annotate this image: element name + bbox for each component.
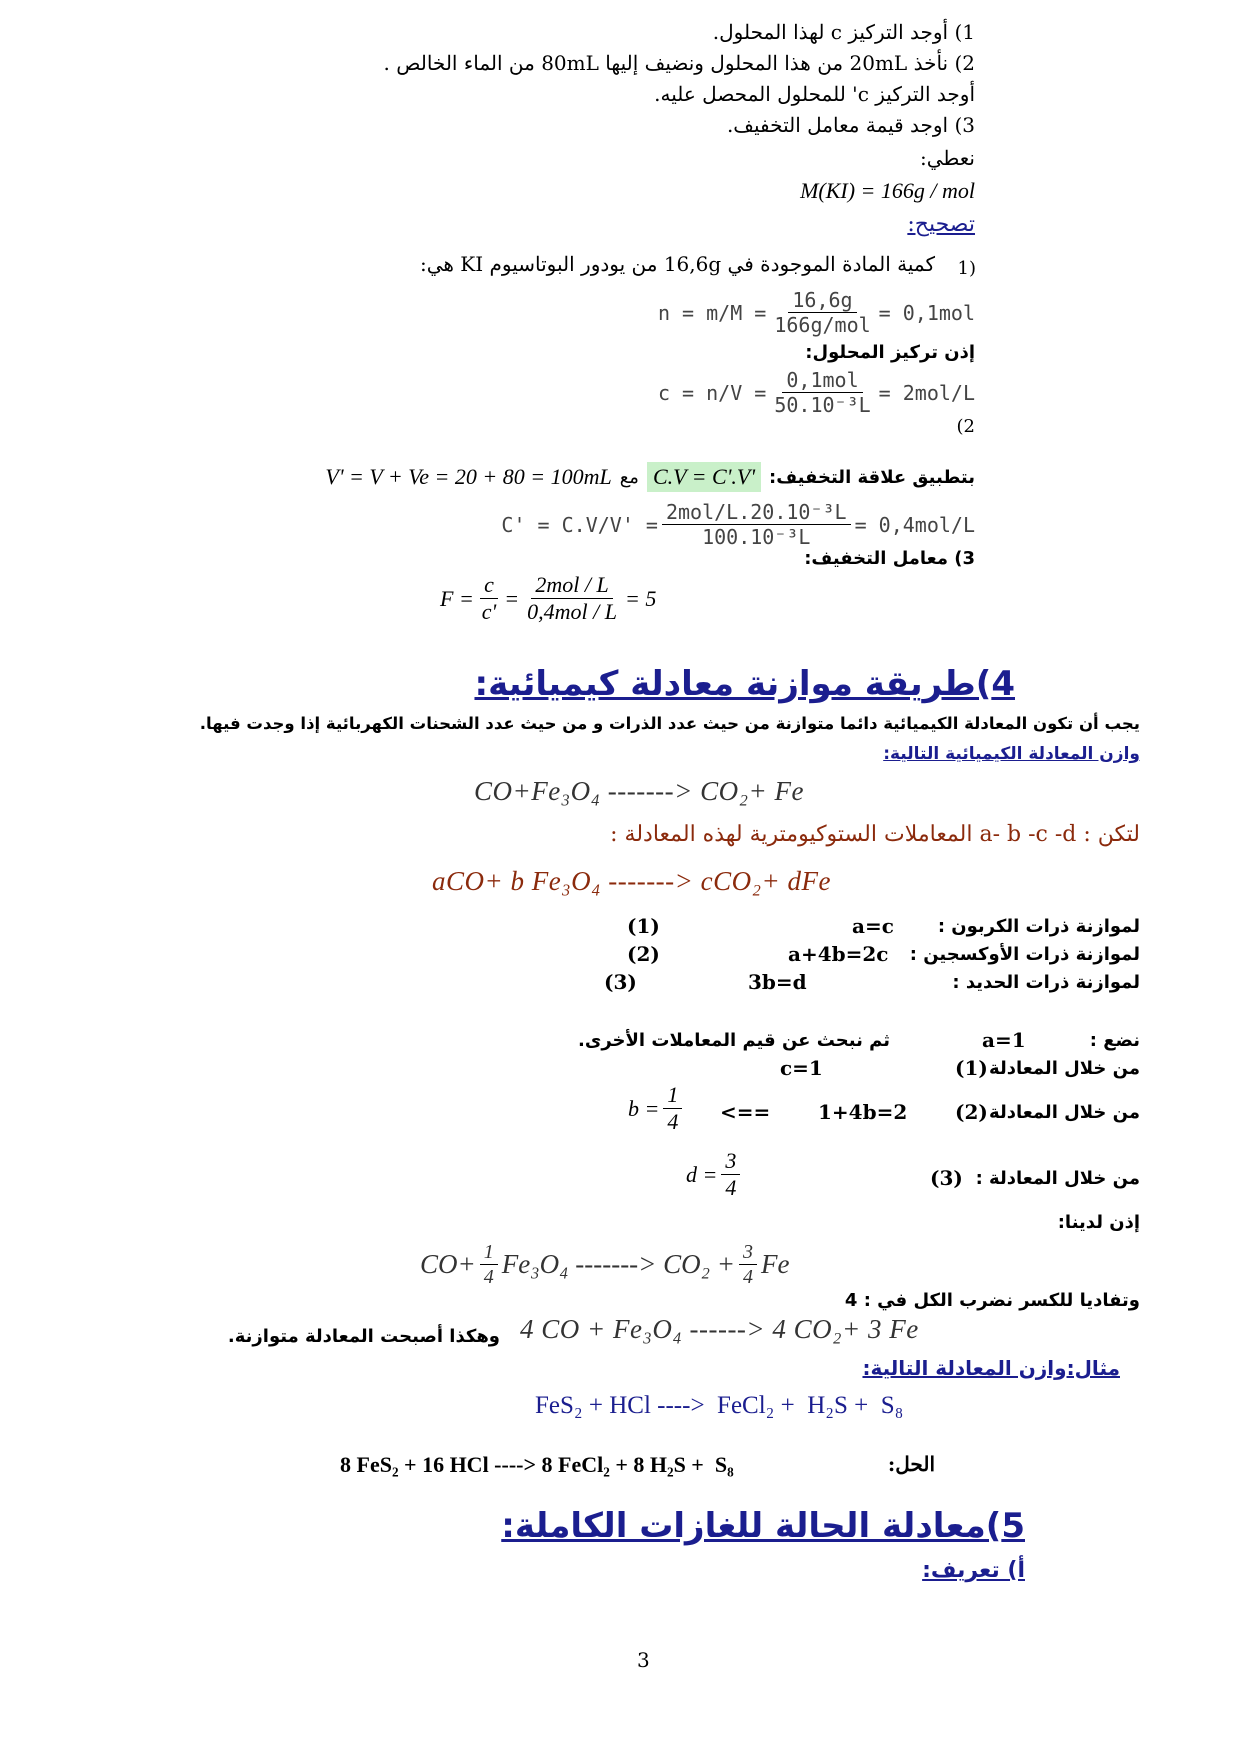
oxygen-balance-label: لموازنة ذرات الأوكسجين : xyxy=(909,944,1140,965)
implies-arrow: <== xyxy=(720,1100,771,1124)
b-value-numerator: 1 xyxy=(663,1082,682,1109)
concentration-label: إذن تركيز المحلول: xyxy=(805,342,975,363)
solution-equation: 8 FeS₂ + 16 HCl ----> 8 FeCl₂ + 8 H₂S + S₈ xyxy=(340,1452,734,1477)
f-formula-result: = 5 xyxy=(625,585,657,611)
b-value-denominator: 4 xyxy=(667,1109,679,1135)
f-formula-lhs: F = xyxy=(440,585,474,611)
section-4-task: وازن المعادلة الكيميائية التالية: xyxy=(883,744,1140,764)
from-equation-3-label: من خلال المعادلة : xyxy=(975,1168,1140,1189)
given-label: نعطي: xyxy=(919,146,975,170)
equation-fractional-frac1-den: 4 xyxy=(483,1266,494,1288)
dilution-with: مع xyxy=(619,466,639,488)
equation-fractional-part-a: CO+ xyxy=(420,1249,476,1279)
n-formula-denominator: 166g/mol xyxy=(774,313,871,337)
from-equation-1-result: c=1 xyxy=(780,1056,823,1080)
section-4-title: 4)طريقة موازنة معادلة كيميائية: xyxy=(474,664,1015,704)
put-then-text: ثم نبحث عن قيم المعاملات الأخرى. xyxy=(578,1030,890,1051)
step-1-text: كمية المادة الموجودة في 16,6g من يودور البوتاسيوم KI هي: xyxy=(419,252,935,276)
step-1-number: 1) xyxy=(957,258,976,279)
dilution-factor-label: 3) معامل التخفيف: xyxy=(804,548,975,569)
from-equation-2-number: (2) xyxy=(955,1100,988,1124)
question-1: 1) أوجد التركيز c لهذا المحلول. xyxy=(712,20,975,44)
f-formula: F = $\frac{c}{c'}$ = $\frac{\text{2mol / L}}{\text{0,4mol / L}}$ = 5 xyxy=(440,572,657,625)
from-equation-3-number: (3) xyxy=(930,1166,963,1190)
carbon-balance-label: لموازنة ذرات الكربون : xyxy=(937,916,1140,937)
equation-fractional-part-b: Fe₃O₄ -------> CO₂ + xyxy=(501,1249,736,1279)
n-formula-numerator: 16,6g xyxy=(788,288,856,313)
d-value xyxy=(686,1148,744,1202)
question-2-part-b: أوجد التركيز c' للمحلول المحصل عليه. xyxy=(654,82,975,106)
oxygen-balance-number: (2) xyxy=(627,942,660,966)
coefficients-text: لتكن : a- b -c -d المعاملات الستوكيومترية لهذه المعادلة : xyxy=(610,822,1140,847)
from-equation-1-number: (1) xyxy=(955,1056,988,1080)
equation-fractional xyxy=(420,1240,790,1289)
put-label: نضع : xyxy=(1089,1030,1140,1051)
c-formula xyxy=(658,368,975,417)
oxygen-balance-equation: a+4b=2c xyxy=(788,942,889,966)
cprime-formula-numerator: 2mol/L.20.10⁻³L xyxy=(662,500,851,525)
cprime-formula-result: = 0,4mol/L xyxy=(854,512,975,537)
equation-fractional-frac2-num: 3 xyxy=(739,1240,757,1265)
equation-balanced: 4 CO + Fe₃O₄ ------> 4 CO₂+ 3 Fe xyxy=(520,1314,919,1344)
b-value-lhs: b = xyxy=(628,1095,660,1121)
equation-with-coefficients-text: aCO+ b Fe₃O₄ -------> cCO₂+ dFe xyxy=(432,866,831,896)
f-formula-c: c xyxy=(480,572,498,599)
d-value-numerator: 3 xyxy=(721,1148,740,1175)
equation-with-coefficients xyxy=(432,866,831,897)
iron-balance-number: (3) xyxy=(604,970,637,994)
from-equation-1-label: من خلال المعادلة xyxy=(989,1058,1140,1079)
from-equation-2-equation: 1+4b=2 xyxy=(818,1100,908,1124)
example-equation: FeS₂ + HCl ----> FeCl₂ + H₂S + S₈ xyxy=(535,1392,904,1419)
cprime-formula xyxy=(501,500,975,549)
equation-fractional-part-c: Fe xyxy=(761,1249,790,1279)
d-value-denominator: 4 xyxy=(725,1175,737,1201)
volume-equation: V' = V + Ve = 20 + 80 = 100mL xyxy=(325,464,612,489)
n-formula-lhs: n = m/M = xyxy=(657,300,767,325)
equation-fractional-frac1-num: 1 xyxy=(480,1240,498,1265)
f-formula-cprime: c' xyxy=(481,599,497,625)
question-2: 2) نأخذ 20mL من هذا المحلول ونضيف إليها 80mL من الماء الخالص . xyxy=(383,51,975,75)
page-number: 3 xyxy=(637,1648,650,1672)
question-3: 3) اوجد قيمة معامل التخفيف. xyxy=(726,113,975,137)
iron-balance-label: لموازنة ذرات الحديد : xyxy=(952,972,1140,993)
from-equation-2-label: من خلال المعادلة xyxy=(989,1102,1140,1123)
so-we-have-label: إذن لدينا: xyxy=(1057,1212,1140,1233)
section-5-definition: أ) تعريف: xyxy=(922,1558,1025,1583)
f-formula-denominator: 0,4mol / L xyxy=(527,599,617,625)
dilution-label: بتطبيق علاقة التخفيف: xyxy=(769,466,975,488)
n-formula xyxy=(658,288,975,337)
example-label: مثال:وازن المعادلة التالية: xyxy=(862,1356,1120,1380)
cprime-formula-denominator: 100.10⁻³L xyxy=(702,525,811,549)
dilution-relation: C.V = C'.V' xyxy=(647,462,761,492)
balanced-text: وهكذا أصبحت المعادلة متوازنة. xyxy=(227,1326,500,1347)
iron-balance-equation: 3b=d xyxy=(748,970,807,994)
step-2-number: (2 xyxy=(956,416,975,437)
cprime-formula-lhs: C' = C.V/V' = xyxy=(501,512,658,537)
carbon-balance-equation: a=c xyxy=(852,914,894,938)
carbon-balance-number: (1) xyxy=(627,914,660,938)
n-formula-result: = 0,1mol xyxy=(878,300,975,325)
solution-label: الحل: xyxy=(887,1452,935,1476)
molar-mass: M(KI) = 166g / mol xyxy=(800,178,975,203)
b-value xyxy=(628,1082,686,1136)
f-formula-numerator: 2mol / L xyxy=(531,572,612,599)
equation-unbalanced: CO+Fe₃O₄ -------> CO₂+ Fe xyxy=(474,776,804,806)
c-formula-result: = 2mol/L xyxy=(878,380,975,405)
c-formula-denominator: 50.10⁻³L xyxy=(774,393,871,417)
d-value-lhs: d = xyxy=(686,1161,718,1187)
c-formula-lhs: c = n/V = xyxy=(657,380,767,405)
section-4-intro: يجب أن تكون المعادلة الكيميائية دائما متوازنة من حيث عدد الذرات و من حيث عدد الشحنات الكهربائية إذا وجدت فيها. xyxy=(199,714,1140,733)
equation-fractional-frac2-den: 4 xyxy=(743,1266,754,1288)
c-formula-numerator: 0,1mol xyxy=(782,368,862,393)
dilution-line xyxy=(325,462,975,492)
section-5-title: 5)معادلة الحالة للغازات الكاملة: xyxy=(501,1506,1025,1546)
put-equation: a=1 xyxy=(982,1028,1026,1052)
correction-heading: تصحيح: xyxy=(907,212,975,237)
avoid-fraction-text: وتفاديا للكسر نضرب الكل في : 4 xyxy=(844,1290,1140,1311)
